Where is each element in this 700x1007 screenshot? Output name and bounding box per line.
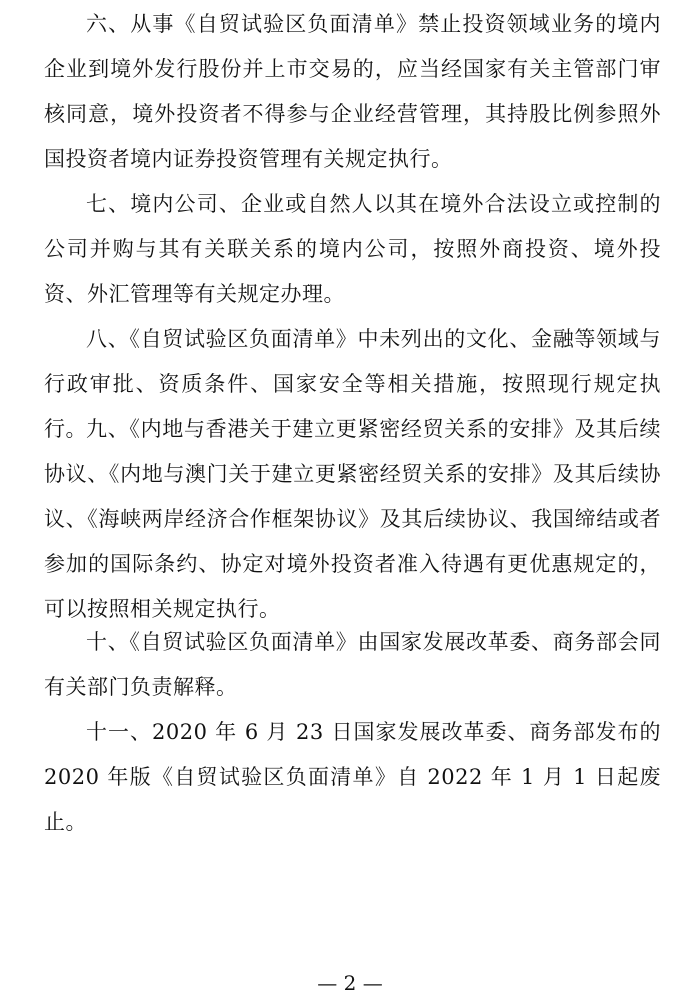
paragraph-6: 六、从事《自贸试验区负面清单》禁止投资领域业务的境内企业到境外发行股份并上市交易的，应当经国家有关主管部门审核同意，境外投资者不得参与企业经营管理，其持股比例参照外国投资者境内证券投资管理有关规定执行。 bbox=[44, 12, 661, 171]
paragraph-7: 七、境内公司、企业或自然人以其在境外合法设立或控制的公司并购与其有关联关系的境内公司，按照外商投资、境外投资、外汇管理等有关规定办理。 bbox=[44, 192, 661, 306]
paragraph-9: 九、《内地与香港关于建立更紧密经贸关系的安排》及其后续协议、《内地与澳门关于建立更紧密经贸关系的安排》及其后续协议、《海峡两岸经济合作框架协议》及其后续协议、我国缔结或者参加的国际条约、协定对境外投资者准入待遇有更优惠规定的，可以按照相关规定执行。 bbox=[44, 417, 661, 621]
page-number: — 2 — bbox=[317, 971, 383, 995]
paragraph-11: 十一、2020 年 6 月 23 日国家发展改革委、商务部发布的 2020 年版《自贸试验区负面清单》自 2022 年 1 月 1 日起废止。 bbox=[44, 720, 661, 834]
paragraph-8: 八、《自贸试验区负面清单》中未列出的文化、金融等领域与行政审批、资质条件、国家安全等相关措施，按照现行规定执行。 bbox=[44, 327, 661, 441]
paragraph-10: 十、《自贸试验区负面清单》由国家发展改革委、商务部会同有关部门负责解释。 bbox=[44, 630, 661, 699]
